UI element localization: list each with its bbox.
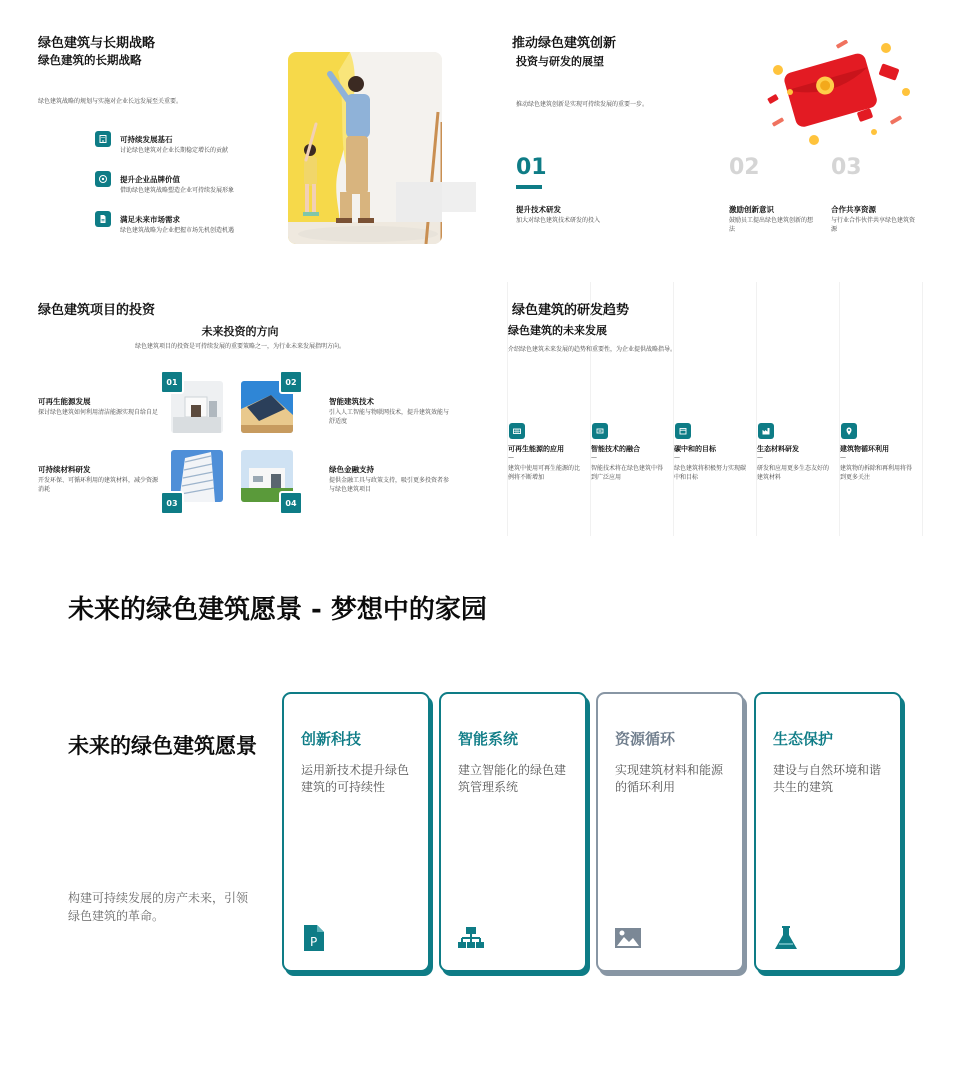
trend2-dash: — bbox=[591, 454, 597, 461]
trend1-dash: — bbox=[508, 454, 514, 461]
step-3-title: 合作共享资源 bbox=[831, 205, 876, 214]
column-divider bbox=[590, 282, 591, 536]
invest-badge-01: 01 bbox=[160, 370, 184, 394]
vision-banner-title: 未来的绿色建筑愿景 - 梦想中的家园 bbox=[68, 595, 487, 625]
vision-card-smart-system bbox=[439, 692, 587, 972]
vision-card-innovation bbox=[282, 692, 430, 972]
slide1-item2-desc: 借助绿色建筑战略塑造企业可持续发展形象 bbox=[120, 187, 235, 194]
slide4-subtitle: 绿色建筑的未来发展 bbox=[508, 324, 607, 337]
slide3-intro: 绿色建筑项目的投资是可持续发展的重要策略之一，为行业未来发展指明方向。 bbox=[134, 343, 345, 350]
card-desc: 建立智能化的绿色建筑管理系统 bbox=[458, 763, 567, 795]
invest-badge-04: 04 bbox=[279, 491, 303, 515]
trend5-desc: 建筑物的拆除和再利用将得到更多关注 bbox=[840, 465, 913, 481]
slide1-title: 绿色建筑与长期战略 bbox=[38, 36, 156, 51]
parking-file-icon bbox=[300, 924, 328, 952]
trend5-title: 建筑物循环利用 bbox=[840, 445, 889, 453]
slide2-subtitle: 投资与研发的展望 bbox=[516, 55, 604, 68]
slide3-title: 绿色建筑项目的投资 bbox=[38, 303, 156, 318]
building-icon bbox=[95, 131, 111, 147]
sitemap-icon bbox=[457, 924, 485, 952]
vision-card-eco-protection bbox=[754, 692, 902, 972]
step-1-desc: 加大对绿色建筑技术研发的投入 bbox=[516, 217, 601, 224]
step-1-number: 01 bbox=[516, 155, 547, 180]
image-icon bbox=[614, 924, 642, 952]
slide4-intro: 介绍绿色建筑未来发展的趋势和重要性，为企业提供战略指导。 bbox=[508, 346, 677, 353]
column-divider bbox=[756, 282, 757, 536]
slide2-title: 推动绿色建筑创新 bbox=[512, 36, 617, 51]
card-desc: 建设与自然环境和谐共生的建筑 bbox=[773, 763, 882, 795]
slide1-item3-title: 满足未来市场需求 bbox=[120, 215, 180, 224]
slide1-item1-title: 可持续发展基石 bbox=[120, 135, 173, 144]
slide2-intro: 推动绿色建筑创新是实现可持续发展的重要一步。 bbox=[516, 101, 649, 108]
svg-text:P: P bbox=[310, 935, 318, 949]
trend4-desc: 研发和应用更多生态友好的建筑材料 bbox=[757, 465, 830, 481]
invest-badge-02: 02 bbox=[279, 370, 303, 394]
slide1-item1-desc: 讨论绿色建筑对企业长期稳定增长的贡献 bbox=[120, 147, 229, 154]
slide1-intro: 绿色建筑战略的规划与实施对企业长远发展至关重要。 bbox=[38, 98, 183, 105]
column-divider bbox=[839, 282, 840, 536]
invest-item3-title: 可持续材料研发 bbox=[38, 465, 91, 474]
card-desc: 运用新技术提升绿色建筑的可持续性 bbox=[301, 763, 410, 795]
slide1-subtitle: 绿色建筑的长期战略 bbox=[38, 53, 142, 67]
invest-item2-desc: 引入人工智能与物联网技术，提升建筑效能与舒适度 bbox=[329, 409, 450, 425]
step-3-number: 03 bbox=[831, 155, 862, 180]
slide4-title: 绿色建筑的研发趋势 bbox=[512, 303, 630, 318]
trend1-title: 可再生能源的应用 bbox=[508, 445, 564, 453]
step-2-number: 02 bbox=[729, 155, 760, 180]
invest-item4-title: 绿色金融支持 bbox=[329, 465, 374, 474]
photo-shadow-block bbox=[442, 182, 476, 212]
slide3-subtitle: 未来投资的方向 bbox=[201, 325, 279, 338]
document-icon bbox=[95, 211, 111, 227]
trend4-dash: — bbox=[757, 454, 763, 461]
flask-icon bbox=[772, 924, 800, 952]
column-divider bbox=[673, 282, 674, 536]
step-1-underline bbox=[516, 185, 542, 189]
column-divider bbox=[507, 282, 508, 536]
step-1-title: 提升技术研发 bbox=[516, 205, 561, 214]
invest-item3-desc: 开发环保、可循环利用的建筑材料，减少资源消耗 bbox=[38, 477, 159, 493]
trend3-title: 碳中和的目标 bbox=[674, 445, 716, 453]
trend3-dash: — bbox=[674, 454, 680, 461]
step-2-title: 激励创新意识 bbox=[729, 205, 774, 214]
red-envelope-illustration bbox=[762, 40, 922, 150]
trend3-desc: 绿色建筑将积极努力实现碳中和目标 bbox=[674, 465, 747, 481]
location-icon bbox=[841, 423, 857, 439]
card-title: 资源循环 bbox=[615, 730, 676, 748]
step-3-desc: 与行业合作伙伴共享绿色建筑资源 bbox=[831, 217, 916, 233]
column-divider bbox=[922, 282, 923, 536]
trend2-title: 智能技术的融合 bbox=[591, 445, 640, 453]
chip-icon bbox=[592, 423, 608, 439]
invest-badge-03: 03 bbox=[160, 491, 184, 515]
painting-wall-photo bbox=[288, 52, 442, 244]
invest-item1-title: 可再生能源发展 bbox=[38, 397, 91, 406]
trend5-dash: — bbox=[840, 454, 846, 461]
vision-card-resource-cycle bbox=[596, 692, 744, 972]
solar-icon bbox=[509, 423, 525, 439]
card-title: 创新科技 bbox=[301, 730, 362, 748]
invest-item4-desc: 提供金融工具与政策支持，吸引更多投资者参与绿色建筑项目 bbox=[329, 477, 450, 493]
card-title: 智能系统 bbox=[458, 730, 519, 748]
vision-left-title: 未来的绿色建筑愿景 bbox=[68, 734, 257, 758]
calendar-icon bbox=[675, 423, 691, 439]
vision-left-desc: 构建可持续发展的房产未来，引领绿色建筑的革命。 bbox=[68, 891, 249, 923]
slide1-item2-title: 提升企业品牌价值 bbox=[120, 175, 180, 184]
invest-item2-title: 智能建筑技术 bbox=[329, 397, 374, 406]
slide1-item3-desc: 绿色建筑战略为企业把握市场先机创造机遇 bbox=[120, 227, 235, 234]
invest-item1-desc: 探讨绿色建筑如何利用清洁能源实现自给自足 bbox=[38, 409, 159, 416]
trend2-desc: 智能技术将在绿色建筑中得到广泛应用 bbox=[591, 465, 664, 481]
step-2-desc: 鼓励员工提出绿色建筑创新的想法 bbox=[729, 217, 814, 233]
target-icon bbox=[95, 171, 111, 187]
factory-icon bbox=[758, 423, 774, 439]
trend1-desc: 建筑中使用可再生能源的比例将不断增加 bbox=[508, 465, 581, 481]
card-title: 生态保护 bbox=[773, 730, 834, 748]
card-desc: 实现建筑材料和能源的循环利用 bbox=[615, 763, 724, 795]
trend4-title: 生态材料研发 bbox=[757, 445, 799, 453]
